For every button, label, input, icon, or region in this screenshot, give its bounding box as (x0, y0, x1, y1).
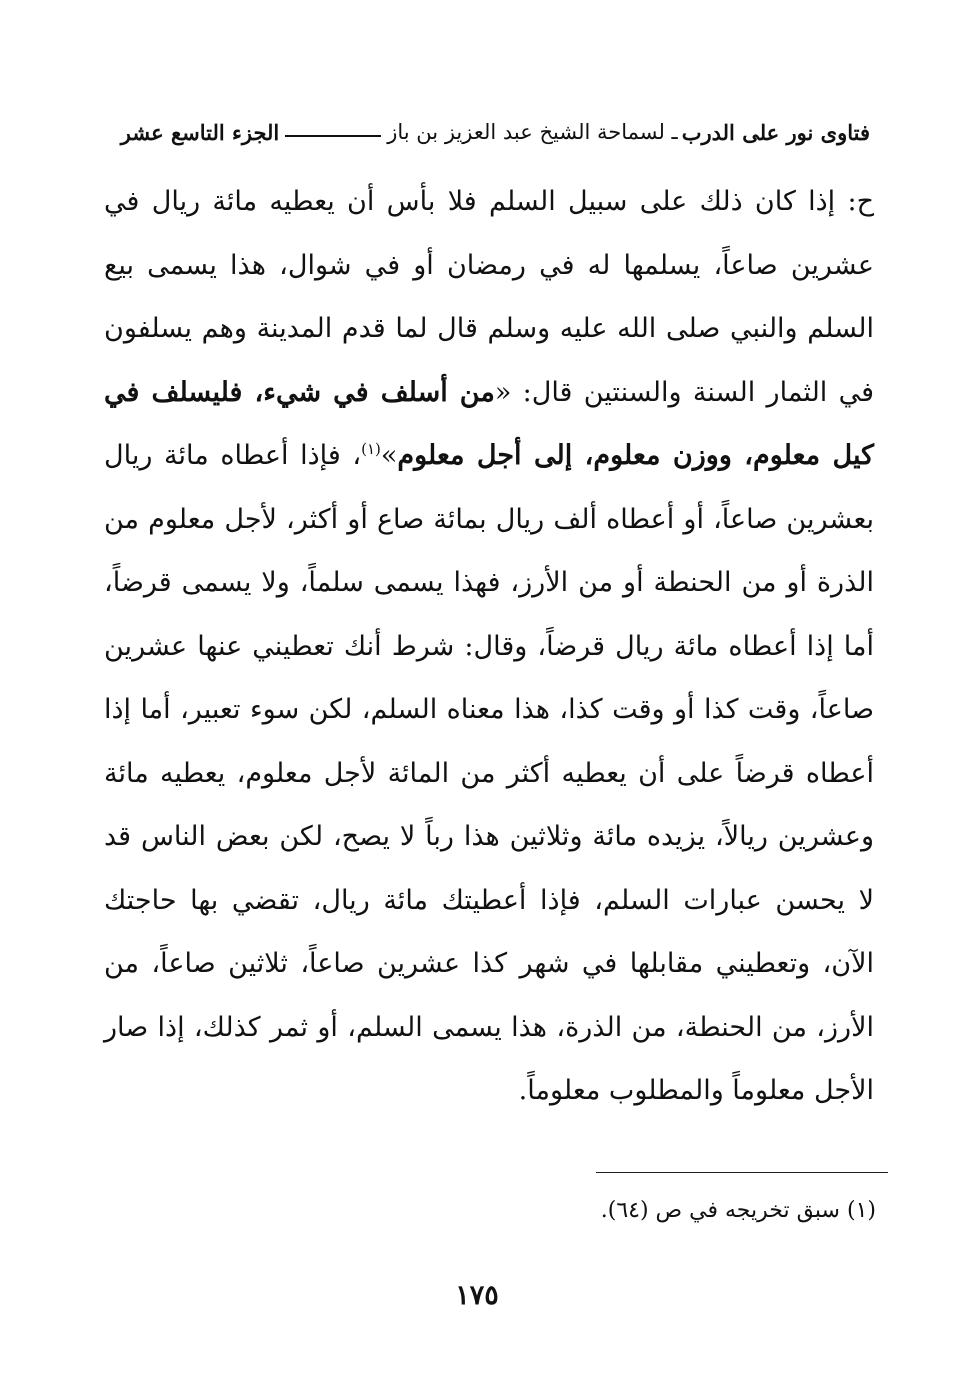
hadith-quote: من أسلف في شيء، فليسلف في كيل معلوم، ووزن معلوم، إلى أجل معلوم (104, 376, 874, 471)
author-name: ـ لسماحة الشيخ عبد العزيز بن باز (387, 120, 678, 144)
hadith-close-quote: » (380, 440, 398, 471)
page-number: ١٧٥ (455, 1280, 499, 1311)
volume-part: الجزء التاسع عشر (120, 119, 280, 145)
answer-text-1: ح: إذا كان ذلك على سبيل السلم فلا بأس أن يعطيه مائة ريال في عشرين صاعاً، يسلمها له في رمضان أو في شوال، هذا يسمى بيع السلم والنبي صلى الله عليه وسلم قال لما قدم المدينة وهم يسلفون في الثمار السنة والسنتين قال: « (104, 186, 874, 408)
footnote: (١) سبق تخريجه في ص (٦٤). (600, 1198, 876, 1223)
header-rule (285, 135, 381, 137)
footnote-divider (596, 1172, 888, 1173)
main-text (104, 170, 874, 1123)
running-header (110, 112, 870, 152)
answer-text-2: ، فإذا أعطاه مائة ريال بعشرين صاعاً، أو أعطاه ألف ريال بمائة صاع أو أكثر، لأجل معلوم من الذرة أو من الحنطة أو من الأرز، فهذا يسمى سلماً، ولا يسمى قرضاً، أما إذا أعطاه مائة ريال قرضاً، وقال: شرط أنك تعطيني عنها عشرين صاعاً، وقت كذا أو وقت كذا، هذا معناه السلم، لكن سوء تعبير، أما إذا أعطاه قرضاً على أن يعطيه أكثر من المائة لأجل معلوم، يعطيه مائة وعشرين ريالاً، يزيده مائة وثلاثين هذا رباً لا يصح، لكن بعض الناس قد لا يحسن عبارات السلم، فإذا أعطيتك مائة ريال، تقضي بها حاجتك الآن، وتعطيني مقابلها في شهر كذا عشرين صاعاً، ثلاثين صاعاً، من الأرز، من الحنطة، من الذرة، هذا يسمى السلم، أو ثمر كذلك، إذا صار الأجل معلوماً والمطلوب معلوماً. (104, 440, 874, 1106)
book-title: فتاوى نور على الدرب (681, 119, 870, 145)
footnote-marker: (١) (361, 440, 381, 458)
